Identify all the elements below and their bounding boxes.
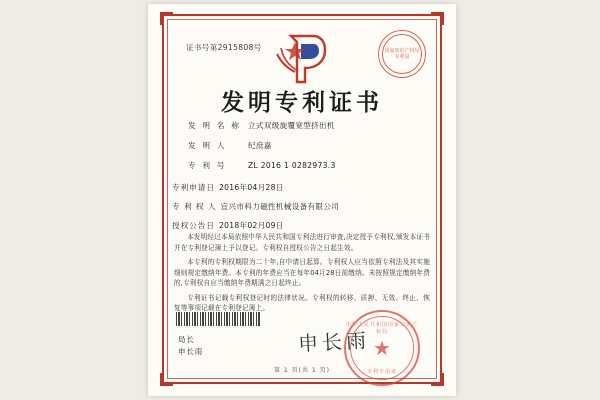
seal-text: 国家知识产权局专利局 (384, 48, 420, 60)
field-row (172, 182, 426, 193)
field-label: 专 利 权 人 (172, 202, 217, 211)
body-paragraph: 本发明经过本局依照中华人民共和国专利法进行审查,决定授予专利权,颁发本证书并在专利登记簿上予以登记。专利权自授权公告之日起生效。 (174, 233, 430, 252)
issuing-authority-seal (378, 30, 426, 78)
star-icon: ★ (373, 336, 391, 360)
field-value: 宜兴市科力磁性机械设备有限公司 (220, 202, 340, 211)
corner-ornament-top-right (431, 12, 444, 25)
official-stamp (344, 310, 420, 386)
corner-ornament-bottom-right (431, 373, 444, 386)
director-signature: 申长雨 (297, 328, 371, 356)
field-label: 专 利 号 (188, 161, 227, 170)
field-value: 2016年04月28日 (218, 183, 284, 192)
director-block (178, 334, 203, 358)
field-value: 立式双级旋覆宽型挤出机 (248, 121, 335, 130)
field-label: 发 明 人 (188, 141, 227, 150)
director-label: 局长 (178, 335, 195, 344)
page-title: 发明专利证书 (221, 89, 383, 116)
primary-fields (188, 120, 422, 180)
body-paragraph: 专利证书记载专利权登记时的法律状况。专利权的转移、质押、无效、终止、恢复等事项记载在专利登记簿上。 (174, 293, 430, 312)
patent-emblem-icon (271, 32, 333, 86)
stamp-bottom-text: 专利专用章 (366, 369, 397, 375)
corner-ornament-top-left (160, 12, 173, 25)
page-footer: 第 1 页(共 1 页) (274, 367, 330, 374)
field-row (172, 201, 426, 212)
director-name: 申长雨 (178, 347, 204, 356)
field-row (188, 120, 422, 131)
certificate-paper (148, 4, 456, 396)
certificate-number: 证书号第2915808号 (186, 43, 262, 52)
field-label: 发 明 名 称 (188, 121, 242, 130)
field-value: 2018年02月09日 (218, 221, 284, 230)
background-right (456, 0, 600, 400)
stamp-arc-text: 中华人民共和国国家知识产权局 (346, 322, 419, 335)
field-label: 专利申请日 (172, 183, 215, 192)
field-row (188, 140, 422, 151)
seal-inner-ring (382, 34, 422, 74)
corner-ornament-bottom-left (160, 373, 173, 386)
field-value: 纪庶嘉 (248, 141, 272, 150)
barcode (176, 312, 260, 326)
body-paragraph: 本专利的专利权期限为二十年,自申请日起算。专利权人应当依照专利法及其实施细则规定缴纳年费。本专利的年费应当在每年04月28日前缴纳。未按照规定缴纳年费的,专利权自应当缴纳年费期满之日起终止。 (174, 258, 430, 287)
field-label: 授权公告日 (172, 221, 215, 230)
certificate-body (174, 232, 430, 318)
background-left (0, 0, 148, 400)
field-row (188, 160, 422, 171)
field-row (172, 220, 426, 231)
secondary-fields (172, 182, 426, 239)
field-value: ZL 2016 1 0282973.3 (248, 161, 336, 170)
